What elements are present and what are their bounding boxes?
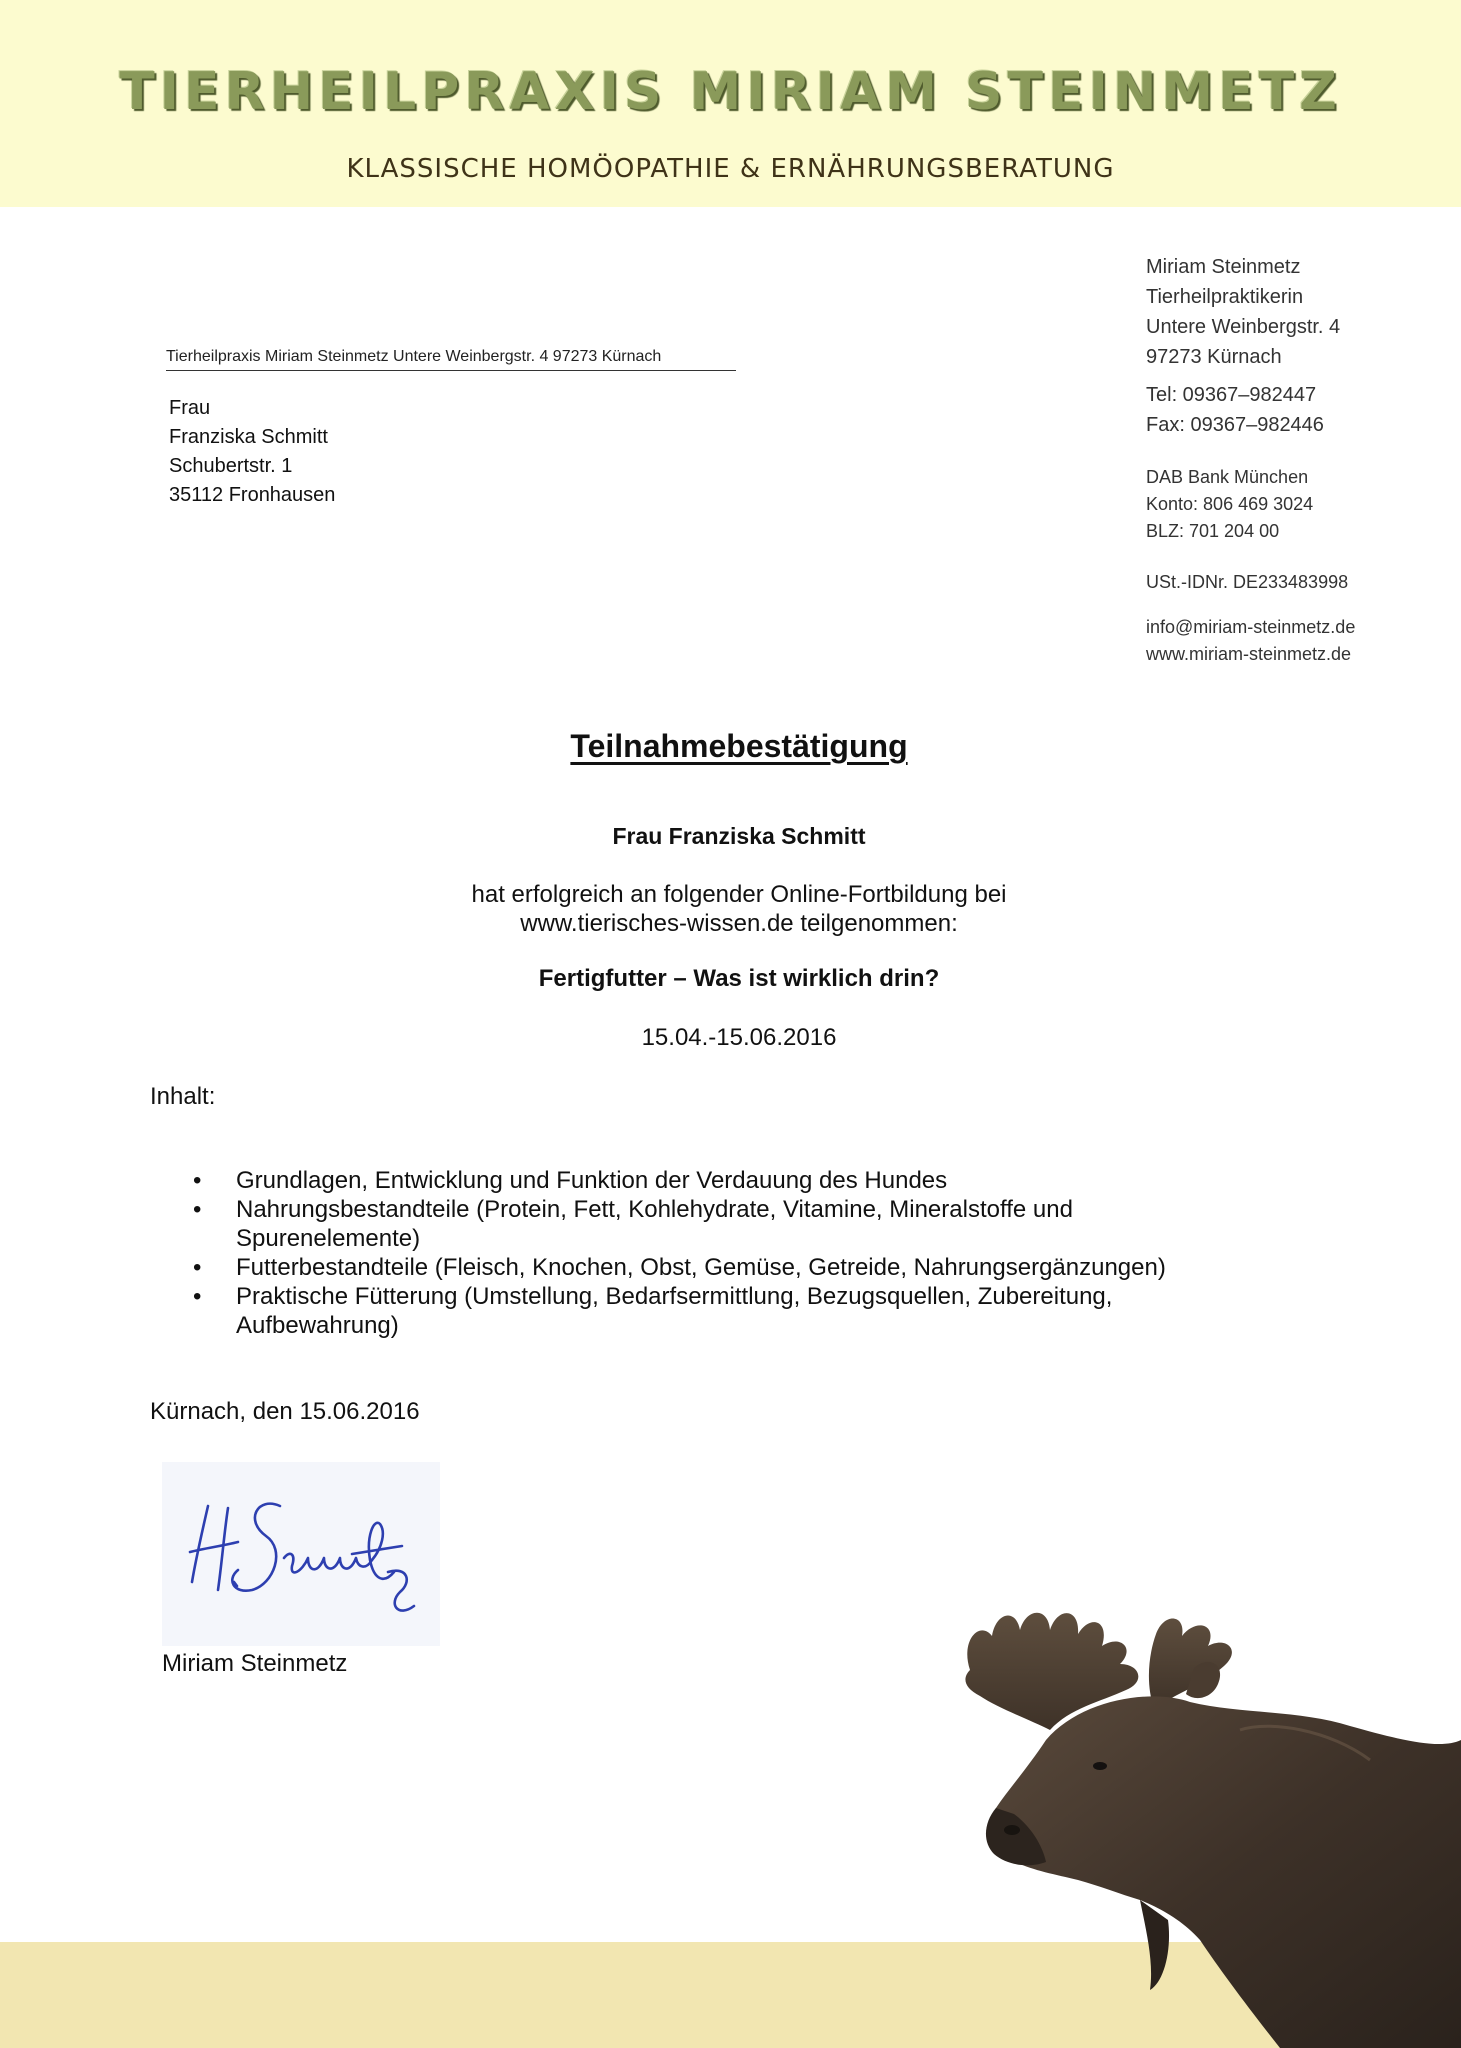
recipient-street: Schubertstr. 1 (169, 455, 293, 477)
course-title: Fertigfutter – Was ist wirklich drin? (538, 965, 940, 992)
bank-account: Konto: 806 469 3024 (1146, 494, 1314, 514)
signature-icon (162, 1462, 440, 1646)
bullet-icon: • (193, 1196, 202, 1223)
recipient-salutation: Frau (169, 397, 211, 419)
topic-line: Praktische Fütterung (Umstellung, Bedarfsermittlung, Bezugsquellen, Zubereitung, (236, 1283, 1113, 1310)
topic-line-continued: Aufbewahrung) (236, 1312, 399, 1339)
signer-name: Miriam Steinmetz (162, 1650, 348, 1677)
contact-street: Untere Weinbergstr. 4 (1146, 316, 1341, 338)
bank-code: BLZ: 701 204 00 (1146, 521, 1280, 541)
recipient-city: 35112 Fronhausen (169, 484, 336, 506)
course-date-range: 15.04.-15.06.2016 (641, 1024, 837, 1051)
contact-block (1146, 252, 1355, 668)
participant-name: Frau Franziska Schmitt (612, 823, 866, 849)
sender-return-address: Tierheilpraxis Miriam Steinmetz Untere Weinbergstr. 4 97273 Kürnach (166, 348, 736, 371)
topic-list (150, 1166, 1330, 1340)
bullet-icon: • (193, 1283, 202, 1310)
bullet-icon: • (193, 1167, 202, 1194)
certificate-title: Teilnahmebestätigung (570, 728, 908, 764)
topic-line: Grundlagen, Entwicklung und Funktion der Verdauung des Hundes (236, 1167, 948, 1194)
participation-statement (0, 880, 1461, 938)
place-and-date: Kürnach, den 15.06.2016 (150, 1398, 420, 1425)
letterhead-band (0, 0, 1461, 207)
statement-line-2: www.tierisches-wissen.de teilgenommen: (520, 910, 958, 937)
contact-website: www.miriam-steinmetz.de (1146, 644, 1352, 664)
list-item (150, 1166, 1330, 1195)
practice-subtitle: KLASSISCHE HOMÖOPATHIE & ERNÄHRUNGSBERATUNG (346, 154, 1115, 184)
topic-line-continued: Spurenelemente) (236, 1225, 421, 1252)
list-item (150, 1282, 1330, 1340)
contact-email: info@miriam-steinmetz.de (1146, 617, 1356, 637)
contact-name: Miriam Steinmetz (1146, 256, 1301, 278)
bank-name: DAB Bank München (1146, 467, 1309, 487)
tax-id: USt.-IDNr. DE233483998 (1146, 572, 1349, 592)
recipient-address (169, 394, 335, 510)
contact-city: 97273 Kürnach (1146, 346, 1282, 368)
bullet-icon: • (193, 1254, 202, 1281)
contact-phone: Tel: 09367–982447 (1146, 384, 1317, 406)
practice-title: TIERHEILPRAXIS MIRIAM STEINMETZ (119, 62, 1342, 122)
moose-icon (950, 1590, 1461, 2048)
content-label: Inhalt: (150, 1083, 216, 1110)
contact-fax: Fax: 09367–982446 (1146, 414, 1324, 436)
recipient-name: Franziska Schmitt (169, 426, 328, 448)
list-item (150, 1195, 1330, 1253)
signature-image (162, 1462, 440, 1646)
topic-line: Futterbestandteile (Fleisch, Knochen, Obst, Gemüse, Getreide, Nahrungsergänzungen) (236, 1254, 1166, 1281)
statement-line-1: hat erfolgreich an folgender Online-Fortbildung bei (471, 881, 1007, 908)
topic-line: Nahrungsbestandteile (Protein, Fett, Kohlehydrate, Vitamine, Mineralstoffe und (236, 1196, 1073, 1223)
list-item (150, 1253, 1330, 1282)
contact-role: Tierheilpraktikerin (1146, 286, 1304, 308)
